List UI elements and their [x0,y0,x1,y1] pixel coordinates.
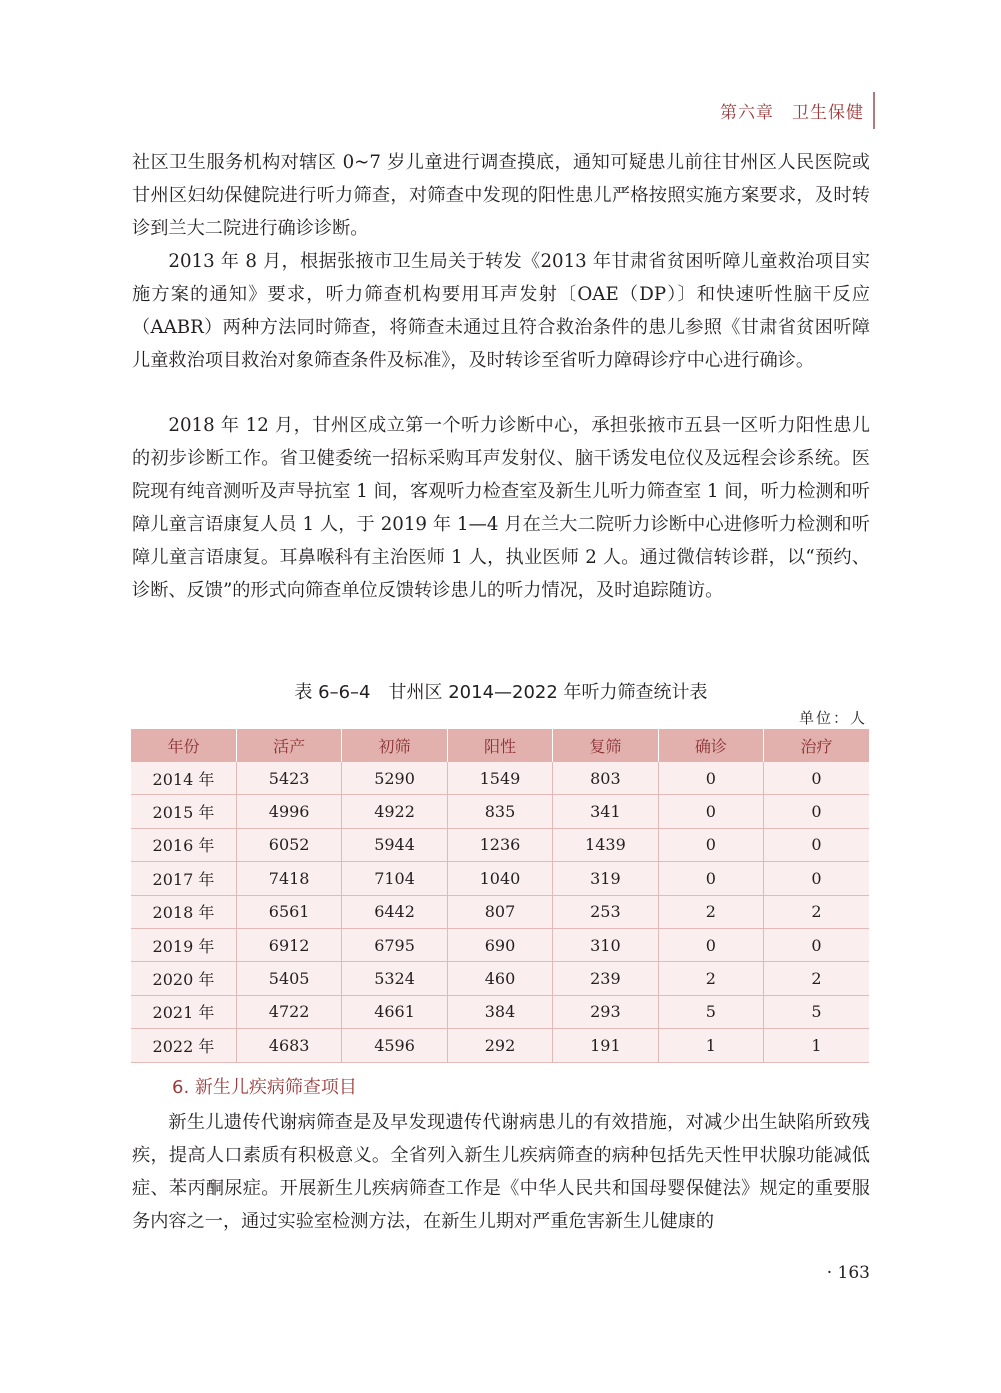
table-cell: 7104 [342,862,447,895]
table-cell: 0 [764,828,869,861]
section-title: 6. 新生儿疾病筛查项目 [172,1077,357,1098]
column-header: 年份 [131,729,236,762]
table-cell: 239 [553,962,658,995]
table-cell: 0 [658,928,763,961]
table-cell: 310 [553,928,658,961]
column-header: 初筛 [342,729,447,762]
table-cell: 0 [658,828,763,861]
table-row [131,928,869,961]
table-cell: 6442 [342,895,447,928]
table-cell: 2014 年 [131,762,236,795]
table-cell: 835 [447,795,552,828]
table-cell: 384 [447,995,552,1028]
table-cell: 0 [658,795,763,828]
paragraph-1: 社区卫生服务机构对辖区 0~7 岁儿童进行调查摸底，通知可疑患儿前往甘州区人民医院或甘州区妇幼保健院进行听力筛查，对筛查中发现的阳性患儿严格按照实施方案要求，及时转诊到兰大二院进行确诊诊断。 [132,152,870,239]
table-cell: 1439 [553,828,658,861]
table-unit: 单位：人 [798,709,867,727]
table-cell: 0 [764,762,869,795]
table-cell: 5423 [236,762,341,795]
table-row [131,962,869,995]
table-cell: 4661 [342,995,447,1028]
table-cell: 2 [764,895,869,928]
table-cell: 4722 [236,995,341,1028]
column-header: 复筛 [553,729,658,762]
column-header: 治疗 [764,729,869,762]
table-cell: 1 [764,1029,869,1062]
table-cell: 6795 [342,928,447,961]
header-divider [873,92,875,129]
table-cell: 1 [658,1029,763,1062]
table-cell: 1549 [447,762,552,795]
table-cell: 5 [764,995,869,1028]
table-cell: 5290 [342,762,447,795]
table-cell: 2022 年 [131,1029,236,1062]
table-cell: 2015 年 [131,795,236,828]
table-cell: 293 [553,995,658,1028]
table-cell: 2 [658,895,763,928]
table-cell: 0 [764,862,869,895]
table-cell: 2 [658,962,763,995]
table-cell: 803 [553,762,658,795]
table-cell: 2019 年 [131,928,236,961]
table-cell: 4996 [236,795,341,828]
table-cell: 4922 [342,795,447,828]
table-cell: 5405 [236,962,341,995]
table-row [131,995,869,1028]
table-cell: 4596 [342,1029,447,1062]
table-cell: 7418 [236,862,341,895]
table-cell: 4683 [236,1029,341,1062]
table-cell: 0 [658,762,763,795]
table-cell: 1040 [447,862,552,895]
table-cell: 2 [764,962,869,995]
table-cell: 0 [658,862,763,895]
table-cell: 6052 [236,828,341,861]
table-cell: 253 [553,895,658,928]
paragraph-4: 新生儿遗传代谢病筛查是及早发现遗传代谢病患儿的有效措施，对减少出生缺陷所致残疾，提高人口素质有积极意义。全省列入新生儿疾病筛查的病种包括先天性甲状腺功能减低症、苯丙酮尿症。开展新生儿疾病筛查工作是《中华人民共和国母婴保健法》规定的重要服务内容之一，通过实验室检测方法，在新生儿期对严重危害新生儿健康的 [132,1112,870,1232]
table-cell: 5944 [342,828,447,861]
table-row [131,862,869,895]
table-cell: 5 [658,995,763,1028]
table-cell: 0 [764,795,869,828]
table-row [131,1029,869,1062]
table-row [131,795,869,828]
table-cell: 1236 [447,828,552,861]
table-cell: 319 [553,862,658,895]
column-header: 阳性 [447,729,552,762]
table-cell: 460 [447,962,552,995]
table-cell: 6912 [236,928,341,961]
page-number: · 163 [826,1263,870,1283]
table-cell: 690 [447,928,552,961]
table-cell: 2017 年 [131,862,236,895]
table-header-row [131,729,869,762]
table-row [131,828,869,861]
table-cell: 2016 年 [131,828,236,861]
table-cell: 191 [553,1029,658,1062]
table-cell: 807 [447,895,552,928]
table-caption: 表 6–6–4 甘州区 2014—2022 年听力筛查统计表 [294,682,708,703]
column-header: 活产 [236,729,341,762]
table-cell: 2020 年 [131,962,236,995]
table-cell: 0 [764,928,869,961]
paragraph-2: 2013 年 8 月，根据张掖市卫生局关于转发《2013 年甘肃省贫困听障儿童救治项目实施方案的通知》要求，听力筛查机构要用耳声发射〔OAE（DP）〕和快速听性脑干反应（AABR）两种方法同时筛查，将筛查未通过且符合救治条件的患儿参照《甘肃省贫困听障儿童救治项目救治对象筛查条件及标准》，及时转诊至省听力障碍诊疗中心进行确诊。 [132,251,870,371]
table-row [131,895,869,928]
hearing-screening-table [131,729,869,1063]
table-cell: 2021 年 [131,995,236,1028]
chapter-header: 第六章 卫生保健 [720,103,864,123]
table-row [131,762,869,795]
table-cell: 5324 [342,962,447,995]
table-cell: 2018 年 [131,895,236,928]
table-cell: 292 [447,1029,552,1062]
table-cell: 341 [553,795,658,828]
paragraph-3: 2018 年 12 月，甘州区成立第一个听力诊断中心，承担张掖市五县一区听力阳性患儿的初步诊断工作。省卫健委统一招标采购耳声发射仪、脑干诱发电位仪及远程会诊系统。医院现有纯音测听及声导抗室 1 间，客观听力检查室及新生儿听力筛查室 1 间，听力检测和听障儿童言语康复人员 1 人，于 2019 年 1—4 月在兰大二院听力诊断中心进修听力检测和听障儿童言语康复。耳鼻喉科有主治医师 1 人，执业医师 2 人。通过微信转诊群，以“预约、诊断、反馈”的形式向筛查单位反馈转诊患儿的听力情况，及时追踪随访。 [132,415,870,601]
column-header: 确诊 [658,729,763,762]
table-cell: 6561 [236,895,341,928]
